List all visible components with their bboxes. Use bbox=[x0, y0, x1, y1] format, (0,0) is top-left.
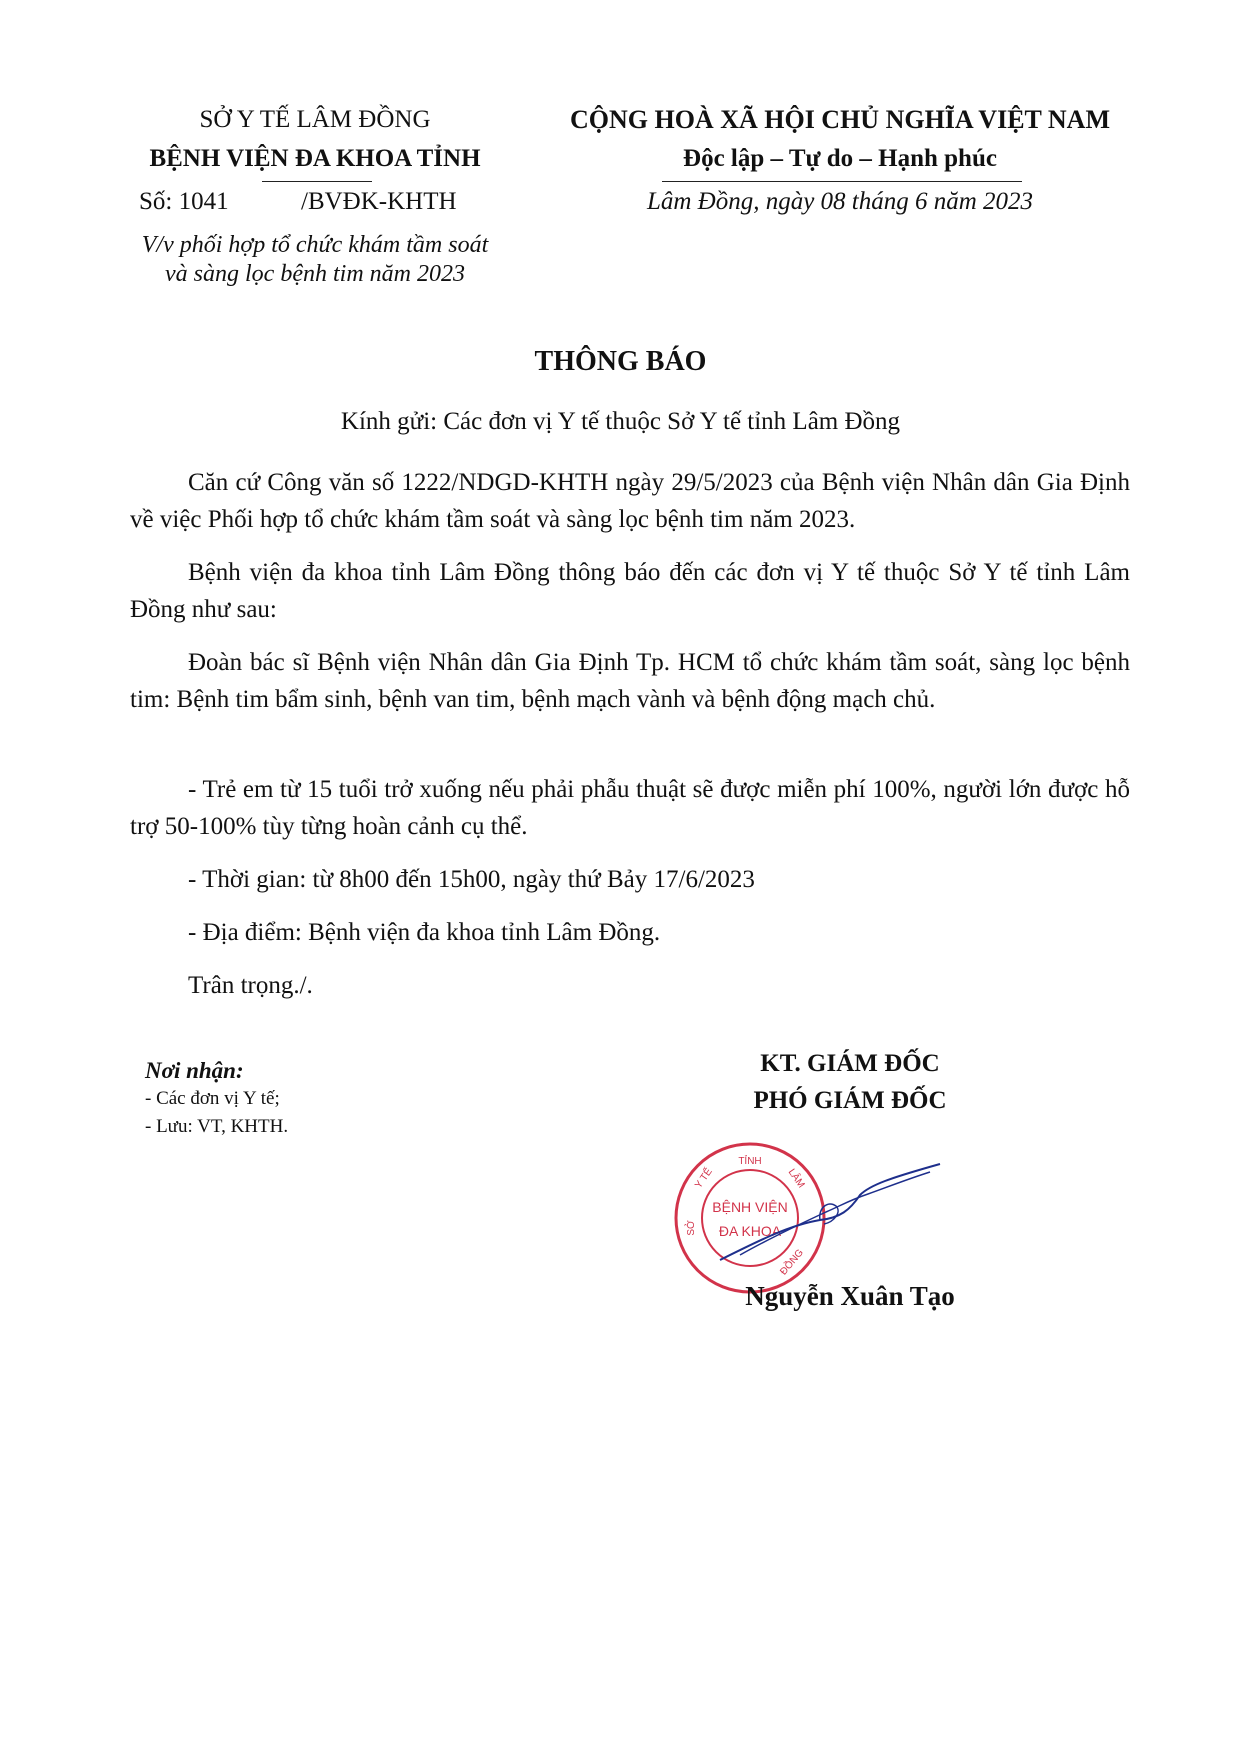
document-code: /BVĐK-KHTH bbox=[301, 188, 457, 215]
paragraph-time: - Thời gian: từ 8h00 đến 15h00, ngày thứ Bảy 17/6/2023 bbox=[188, 866, 755, 893]
recipient-line: Kính gửi: Các đơn vị Y tế thuộc Sở Y tế tỉnh Lâm Đồng bbox=[340, 408, 901, 435]
signer-role-1: KT. GIÁM ĐỐC bbox=[760, 1050, 940, 1077]
motto-underline bbox=[662, 181, 1022, 182]
stamp-ring-bottom: ĐỒNG bbox=[778, 1247, 806, 1278]
paragraph-announcement: Bệnh viện đa khoa tỉnh Lâm Đồng thông báo đến các đơn vị Y tế thuộc Sở Y tế tỉnh Lâm Đồng như sau: bbox=[130, 559, 1130, 623]
nation-title: CỘNG HOÀ XÃ HỘI CHỦ NGHĨA VIỆT NAM bbox=[569, 105, 1111, 134]
stamp-ring-left: Y TẾ bbox=[693, 1166, 715, 1191]
signer-role-2: PHÓ GIÁM ĐỐC bbox=[753, 1087, 947, 1114]
signer-name: Nguyễn Xuân Tạo bbox=[745, 1281, 955, 1311]
handwritten-signature bbox=[700, 1150, 960, 1270]
paragraph-closing: Trân trọng./. bbox=[188, 972, 313, 999]
stamp-ring-right: LÂM bbox=[785, 1166, 807, 1191]
signature-block bbox=[660, 1045, 1040, 1119]
document-title: THÔNG BÁO bbox=[534, 346, 707, 377]
place-date: Lâm Đồng, ngày 08 tháng 6 năm 2023 bbox=[646, 188, 1034, 215]
stamp-inner-line-1: BỆNH VIỆN bbox=[712, 1199, 788, 1215]
organization-underline bbox=[262, 181, 372, 182]
receiver-item: - Các đơn vị Y tế; bbox=[145, 1088, 280, 1109]
subject-line-1: V/v phối hợp tổ chức khám tầm soát bbox=[141, 232, 489, 258]
stamp-ring-top: TỈNH bbox=[738, 1156, 762, 1167]
stamp-inner-line-2: ĐA KHOA bbox=[718, 1223, 782, 1239]
authority-name: SỞ Y TẾ LÂM ĐỒNG bbox=[199, 106, 431, 133]
motto: Độc lập – Tự do – Hạnh phúc bbox=[683, 145, 997, 172]
subject-line-2: và sàng lọc bệnh tim năm 2023 bbox=[165, 261, 465, 287]
paragraph-basis: Căn cứ Công văn số 1222/NDGD-KHTH ngày 29/5/2023 của Bệnh viện Nhân dân Gia Định về việc Phối hợp tổ chức khám tầm soát và sàng lọc bệnh tim năm 2023. bbox=[130, 469, 1130, 533]
organization-name: BỆNH VIỆN ĐA KHOA TỈNH bbox=[149, 145, 481, 172]
receiver-item: - Lưu: VT, KHTH. bbox=[145, 1116, 289, 1137]
paragraph-location: - Địa điểm: Bệnh viện đa khoa tỉnh Lâm Đồng. bbox=[188, 919, 661, 946]
paragraph-support: - Trẻ em từ 15 tuổi trở xuống nếu phải phẫu thuật sẽ được miễn phí 100%, người lớn được hỗ trợ 50-100% tùy từng hoàn cảnh cụ thể. bbox=[130, 776, 1130, 840]
stamp-ring-far-left: SỞ bbox=[686, 1220, 697, 1236]
receivers-block bbox=[145, 1057, 288, 1141]
document-number: Số: 1041 bbox=[139, 188, 229, 215]
receivers-heading: Nơi nhận: bbox=[145, 1058, 244, 1083]
paragraph-screening: Đoàn bác sĩ Bệnh viện Nhân dân Gia Định Tp. HCM tổ chức khám tầm soát, sàng lọc bệnh tim: Bệnh tim bẩm sinh, bệnh van tim, bệnh mạch vành và bệnh động mạch chủ. bbox=[130, 649, 1130, 713]
